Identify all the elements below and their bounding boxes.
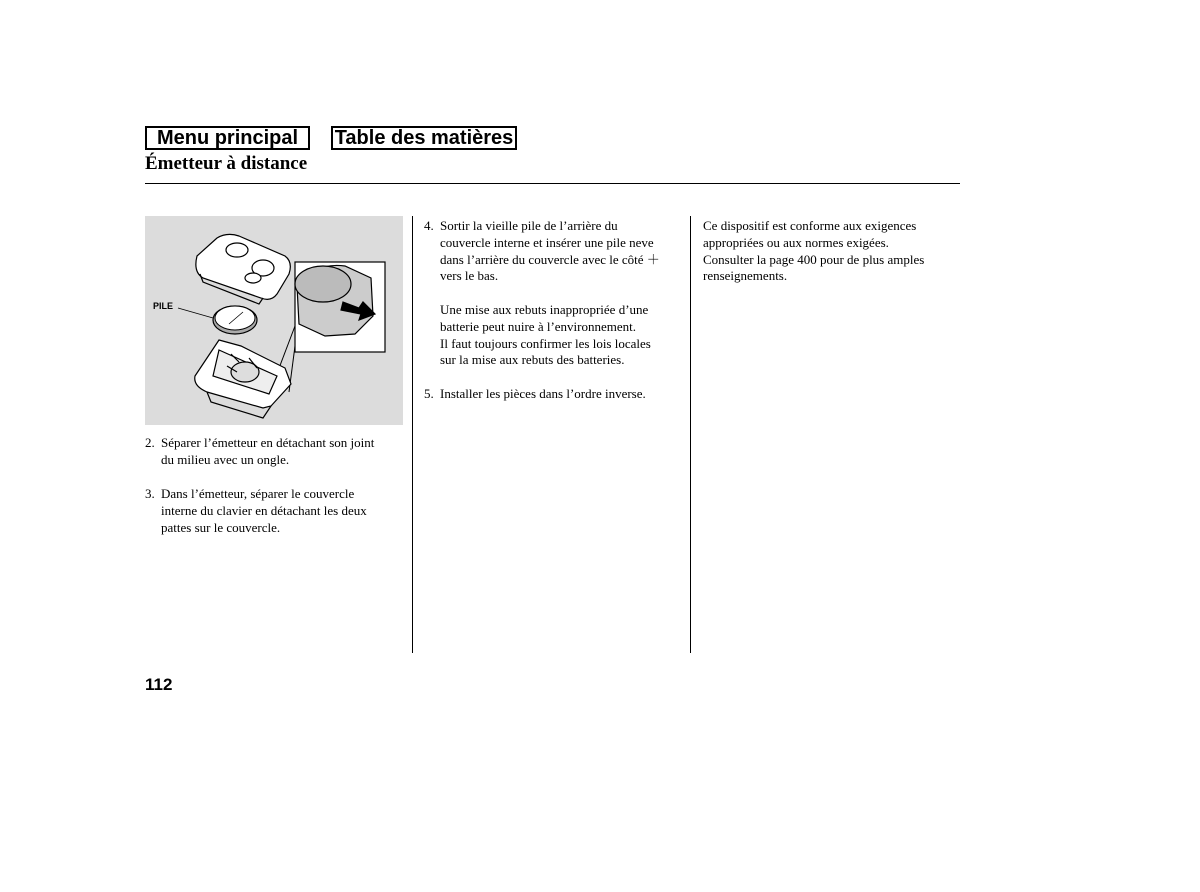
header-divider xyxy=(145,183,960,184)
step-3-line-3: pattes sur le couvercle. xyxy=(161,519,281,535)
pile-label: PILE xyxy=(153,301,174,311)
step-5-line-1: Installer les pièces dans l’ordre inverse. xyxy=(440,386,646,401)
transmitter-illustration xyxy=(145,216,403,425)
step-4-line-4: vers le bas. xyxy=(440,268,499,284)
step-2-text xyxy=(161,435,374,469)
step-5 xyxy=(424,386,686,406)
step-2 xyxy=(145,435,405,475)
step-2-number: 2. xyxy=(145,435,155,450)
inner-cover-drawing xyxy=(195,340,291,418)
menu-principal-button[interactable]: Menu principal xyxy=(145,126,310,150)
compliance-line-4: renseignements. xyxy=(703,268,788,284)
keypad-drawing xyxy=(196,234,290,304)
step-3 xyxy=(145,486,405,542)
disposal-note-line-2: batterie peut nuire à l’environnement. xyxy=(440,318,637,334)
detail-inset xyxy=(295,262,385,352)
step-5-number: 5. xyxy=(424,386,434,401)
table-des-matieres-button[interactable]: Table des matières xyxy=(331,126,517,150)
step-2-line-1: Séparer l’émetteur en détachant son joint xyxy=(161,435,375,450)
disposal-note-line-1: Une mise aux rebuts inappropriée d’une xyxy=(440,302,649,317)
compliance-line-2: appropriées ou aux normes exigées. xyxy=(703,234,889,250)
step-3-number: 3. xyxy=(145,486,155,501)
step-5-text xyxy=(440,386,646,403)
page-number: 112 xyxy=(145,675,173,694)
disposal-note-line-3: Il faut toujours confirmer les lois locales xyxy=(440,335,651,351)
step-2-line-2: du milieu avec un ongle. xyxy=(161,451,290,467)
column-divider-left xyxy=(412,216,413,653)
page-title: Émetteur à distance xyxy=(145,153,308,174)
step-3-text xyxy=(161,486,367,536)
battery-replacement-figure xyxy=(145,216,403,425)
step-4-line-2: couvercle interne et insérer une pile neve xyxy=(440,234,654,250)
compliance-note xyxy=(703,218,958,285)
step-4 xyxy=(424,218,686,290)
step-4-line-1: Sortir la vieille pile de l’arrière du xyxy=(440,218,618,233)
step-3-line-2: interne du clavier en détachant les deux xyxy=(161,502,367,518)
compliance-line-3: Consulter la page 400 pour de plus amples xyxy=(703,251,925,267)
disposal-note-line-4: sur la mise aux rebuts des batteries. xyxy=(440,352,625,368)
column-divider-right xyxy=(690,216,691,653)
step-4-text xyxy=(440,218,660,285)
step-4-line-3: dans l’arrière du couvercle avec le côté ＋ xyxy=(440,251,660,267)
step-3-line-1: Dans l’émetteur, séparer le couvercle xyxy=(161,486,355,501)
battery-drawing xyxy=(178,306,257,334)
disposal-note xyxy=(440,302,685,369)
compliance-line-1: Ce dispositif est conforme aux exigences xyxy=(703,218,917,233)
step-4-number: 4. xyxy=(424,218,434,233)
